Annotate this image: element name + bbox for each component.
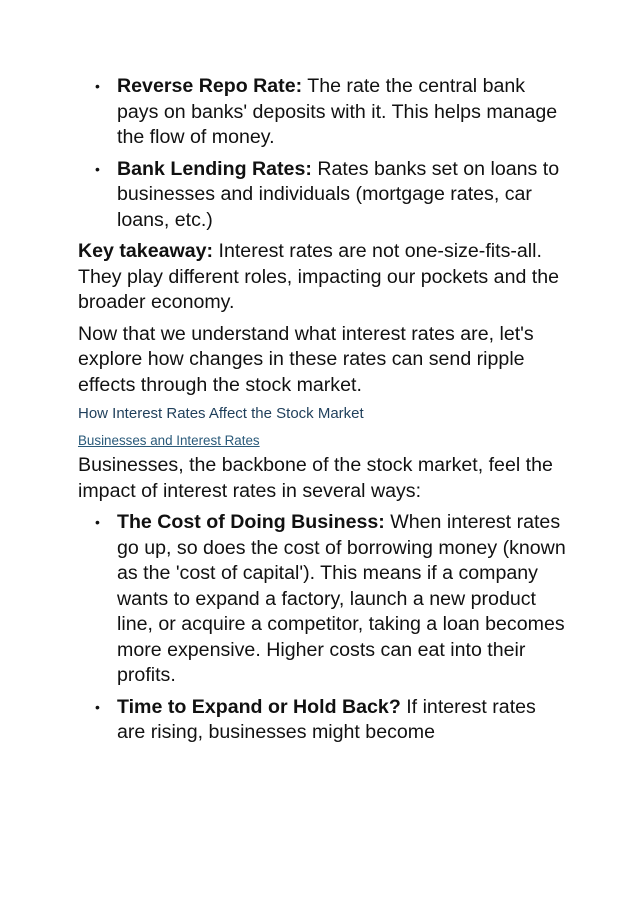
subsection-heading-link[interactable]: Businesses and Interest Rates xyxy=(78,433,260,448)
section-heading: How Interest Rates Affect the Stock Market xyxy=(78,405,364,422)
bullet-icon: • xyxy=(95,514,100,530)
takeaway-term: Key takeaway: xyxy=(78,240,214,262)
list-item xyxy=(95,510,568,689)
bullet-term: Bank Lending Rates: xyxy=(117,157,312,180)
list-item xyxy=(95,74,568,151)
bullet-icon: • xyxy=(95,160,100,177)
bullet-term: The Cost of Doing Business: xyxy=(117,511,385,533)
key-takeaway-paragraph xyxy=(78,239,568,316)
bullet-icon: • xyxy=(95,698,100,715)
bullet-icon: • xyxy=(95,78,100,94)
bullet-text: When interest rates go up, so does the cost of borrowing money (known as the 'cost of capital'). This means if a company wants to expand a factory, launch a new product line, or acquire a competitor, taking a loan becomes more expensive. Higher costs can eat into their profits. xyxy=(117,511,566,686)
list-item xyxy=(95,157,568,234)
bullet-term: Reverse Repo Rate: xyxy=(117,75,303,97)
bullet-text: Rates banks set on loans to businesses and individuals (mortgage rates, car loans, etc.) xyxy=(117,157,560,231)
bullet-text: If interest rates are rising, businesses might become xyxy=(117,695,536,743)
bullet-text: The rate the central bank pays on banks' deposits with it. This helps manage the flow of money. xyxy=(117,75,558,148)
intro-paragraph: Businesses, the backbone of the stock market, feel the impact of interest rates in several ways: xyxy=(78,454,553,502)
business-impacts-list xyxy=(78,510,568,746)
takeaway-text: Interest rates are not one-size-fits-all. They play different roles, impacting our pockets and the broader economy. xyxy=(78,240,560,313)
bullet-term: Time to Expand or Hold Back? xyxy=(117,695,401,718)
rate-types-list xyxy=(78,74,568,233)
transition-paragraph: Now that we understand what interest rates are, let's explore how changes in these rates can send ripple effects through the stock market. xyxy=(78,322,534,396)
document-page xyxy=(78,74,568,752)
list-item xyxy=(95,695,568,746)
